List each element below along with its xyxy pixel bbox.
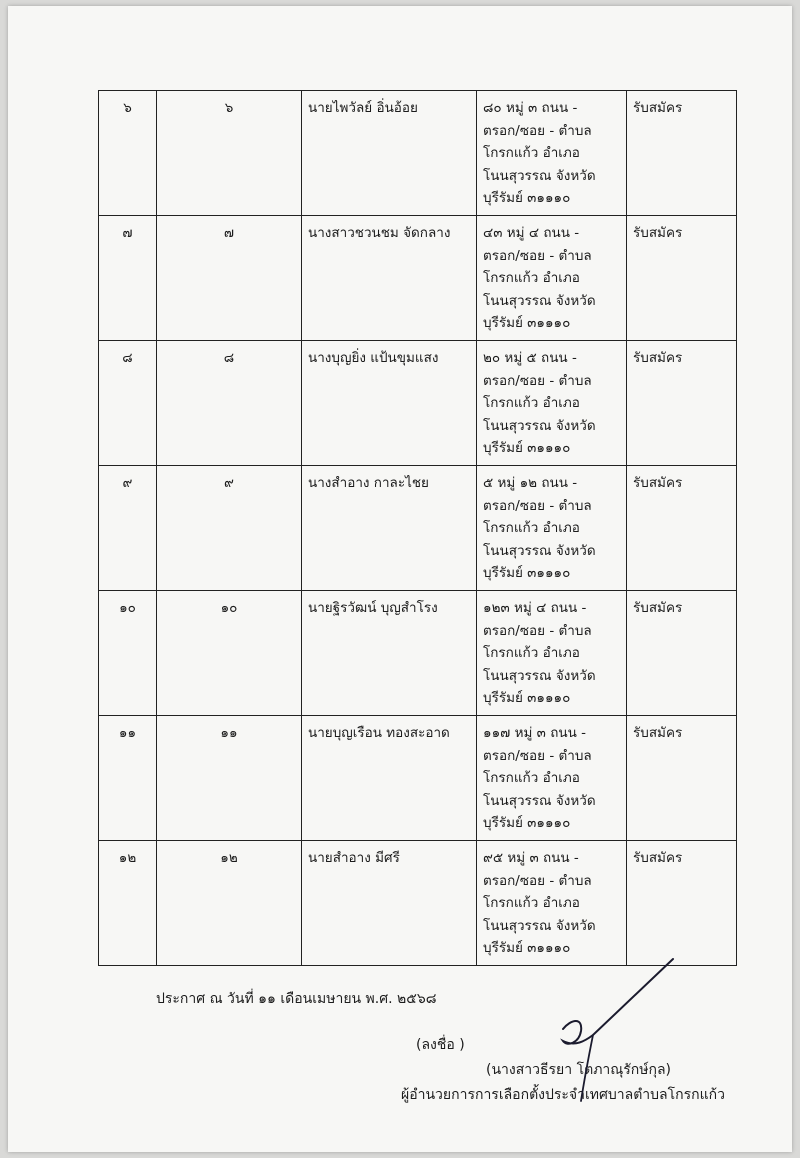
address-line: โกรกแก้ว อำเภอ <box>483 395 580 411</box>
row-sequence: ๘ <box>99 341 157 466</box>
candidate-number: ๑๐ <box>157 591 302 716</box>
candidate-address <box>477 341 627 466</box>
address-line: โกรกแก้ว อำเภอ <box>483 270 580 286</box>
signature-label: (ลงชื่อ ) <box>416 1037 465 1053</box>
address-line: ๔๓ หมู่ ๔ ถนน - <box>483 225 580 241</box>
row-sequence: ๑๐ <box>99 591 157 716</box>
address-line: โนนสุวรรณ จังหวัด <box>483 167 596 184</box>
candidate-number: ๖ <box>157 91 302 216</box>
address-line: บุรีรัมย์ ๓๑๑๑๐ <box>483 940 571 956</box>
candidate-number: ๘ <box>157 341 302 466</box>
table-row <box>99 841 737 966</box>
candidate-name: นายไพวัลย์ อิ่นอ้อย <box>302 91 477 216</box>
candidate-address <box>477 91 627 216</box>
address-line: ๑๒๓ หมู่ ๔ ถนน - <box>483 600 587 616</box>
candidate-table <box>98 90 737 966</box>
address-line: โกรกแก้ว อำเภอ <box>483 645 580 661</box>
address-line: โกรกแก้ว อำเภอ <box>483 145 580 161</box>
table-row <box>99 341 737 466</box>
document-page <box>8 6 792 1152</box>
candidate-address <box>477 466 627 591</box>
address-line: ตรอก/ซอย - ตำบล <box>483 622 592 639</box>
candidate-name: นางสำอาง กาละไชย <box>302 466 477 591</box>
candidate-number: ๑๒ <box>157 841 302 966</box>
address-line: โนนสุวรรณ จังหวัด <box>483 292 596 309</box>
address-line: ตรอก/ซอย - ตำบล <box>483 372 592 389</box>
application-status: รับสมัคร <box>627 591 737 716</box>
address-line: โกรกแก้ว อำเภอ <box>483 520 580 536</box>
address-line: ตรอก/ซอย - ตำบล <box>483 122 592 139</box>
candidate-address <box>477 716 627 841</box>
candidate-address <box>477 841 627 966</box>
announcement-date: ประกาศ ณ วันที่ ๑๑ เดือนเมษายน พ.ศ. ๒๕๖๘ <box>156 991 437 1007</box>
candidate-number: ๗ <box>157 216 302 341</box>
address-line: ๑๑๗ หมู่ ๓ ถนน - <box>483 725 586 741</box>
table-row <box>99 216 737 341</box>
signer-name: (นางสาวธีรยา โตภาณุรักษ์กุล) <box>486 1062 672 1078</box>
address-line: ตรอก/ซอย - ตำบล <box>483 497 592 514</box>
address-line: ๙๕ หมู่ ๓ ถนน - <box>483 850 579 866</box>
candidate-name: นายบุญเรือน ทองสะอาด <box>302 716 477 841</box>
address-line: โกรกแก้ว อำเภอ <box>483 895 580 911</box>
application-status: รับสมัคร <box>627 841 737 966</box>
application-status: รับสมัคร <box>627 466 737 591</box>
row-sequence: ๖ <box>99 91 157 216</box>
table-row <box>99 591 737 716</box>
handwritten-signature <box>523 951 683 1111</box>
address-line: บุรีรัมย์ ๓๑๑๑๐ <box>483 315 571 331</box>
candidate-address <box>477 216 627 341</box>
candidate-name: นางสาวชวนชม จัดกลาง <box>302 216 477 341</box>
candidate-name: นายฐิรวัฒน์ บุญสำโรง <box>302 591 477 716</box>
row-sequence: ๗ <box>99 216 157 341</box>
address-line: โนนสุวรรณ จังหวัด <box>483 542 596 559</box>
address-line: โนนสุวรรณ จังหวัด <box>483 792 596 809</box>
address-line: โกรกแก้ว อำเภอ <box>483 770 580 786</box>
application-status: รับสมัคร <box>627 91 737 216</box>
row-sequence: ๑๒ <box>99 841 157 966</box>
address-line: บุรีรัมย์ ๓๑๑๑๐ <box>483 440 571 456</box>
address-line: ตรอก/ซอย - ตำบล <box>483 872 592 889</box>
candidate-name: นางบุญยิ่ง แป้นขุมแสง <box>302 341 477 466</box>
application-status: รับสมัคร <box>627 716 737 841</box>
table-row <box>99 716 737 841</box>
candidate-address <box>477 591 627 716</box>
table-row <box>99 466 737 591</box>
row-sequence: ๑๑ <box>99 716 157 841</box>
address-line: โนนสุวรรณ จังหวัด <box>483 667 596 684</box>
address-line: ๒๐ หมู่ ๕ ถนน - <box>483 350 577 366</box>
address-line: บุรีรัมย์ ๓๑๑๑๐ <box>483 565 571 581</box>
address-line: โนนสุวรรณ จังหวัด <box>483 417 596 434</box>
application-status: รับสมัคร <box>627 341 737 466</box>
candidate-number: ๑๑ <box>157 716 302 841</box>
address-line: ๕ หมู่ ๑๒ ถนน - <box>483 475 578 491</box>
address-line: ตรอก/ซอย - ตำบล <box>483 747 592 764</box>
address-line: บุรีรัมย์ ๓๑๑๑๐ <box>483 815 571 831</box>
candidate-number: ๙ <box>157 466 302 591</box>
row-sequence: ๙ <box>99 466 157 591</box>
address-line: บุรีรัมย์ ๓๑๑๑๐ <box>483 690 571 706</box>
address-line: บุรีรัมย์ ๓๑๑๑๐ <box>483 190 571 206</box>
candidate-name: นายสำอาง มีศรี <box>302 841 477 966</box>
table-row <box>99 91 737 216</box>
address-line: ๘๐ หมู่ ๓ ถนน - <box>483 100 578 116</box>
address-line: ตรอก/ซอย - ตำบล <box>483 247 592 264</box>
application-status: รับสมัคร <box>627 216 737 341</box>
candidate-table-body <box>99 91 737 966</box>
address-line: โนนสุวรรณ จังหวัด <box>483 917 596 934</box>
signer-title: ผู้อำนวยการการเลือกตั้งประจำเทศบาลตำบลโกรกแก้ว <box>401 1087 725 1103</box>
